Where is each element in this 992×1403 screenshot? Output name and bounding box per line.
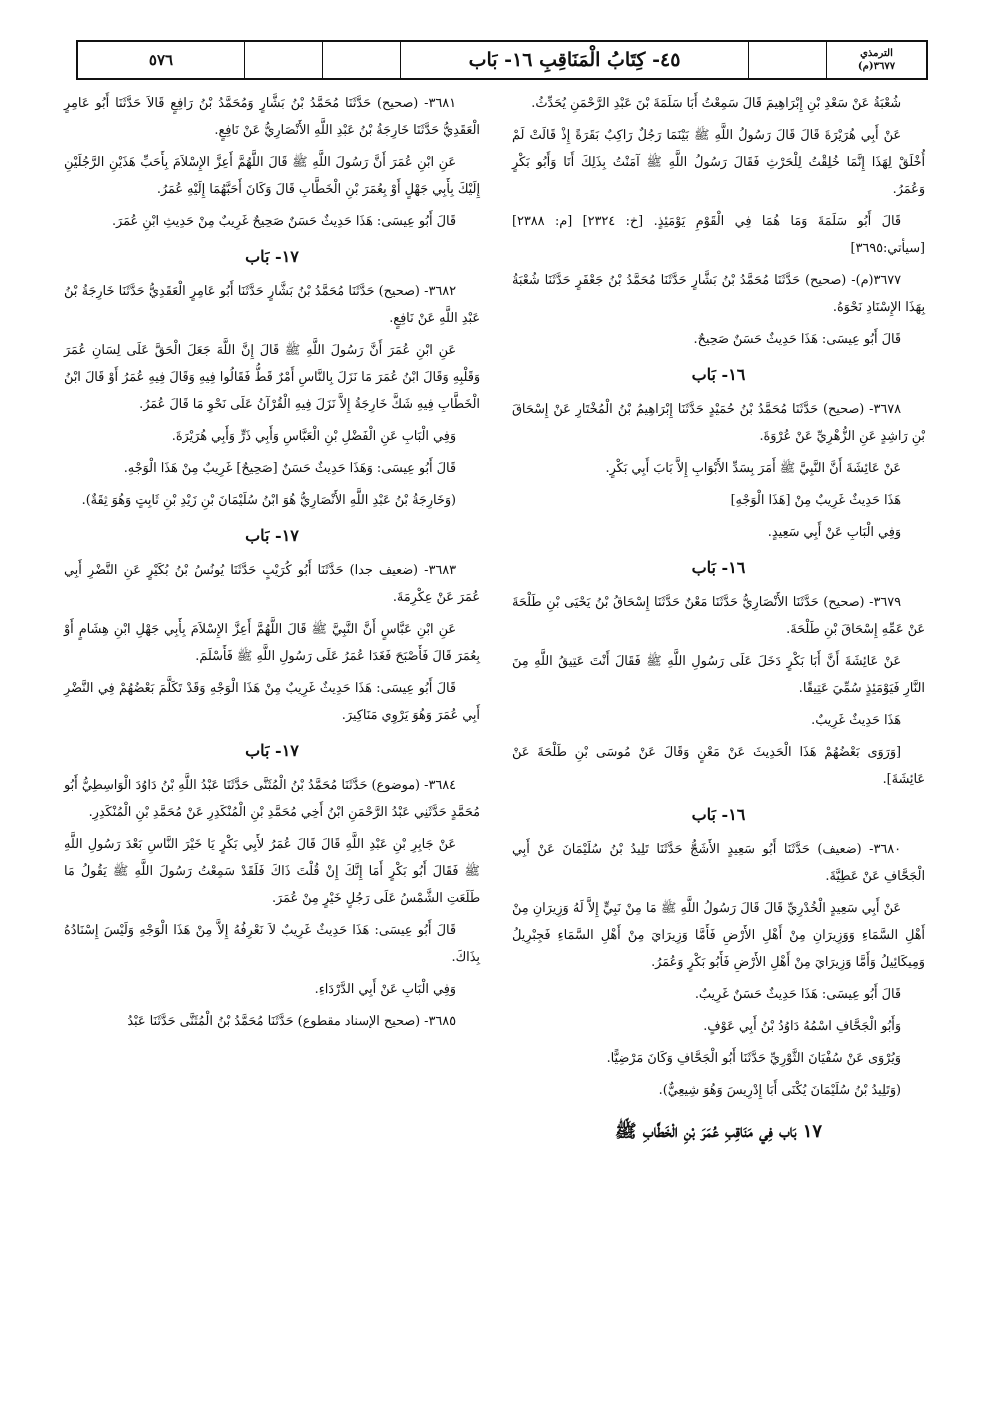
text-paragraph: ٣٦٨٠- (ضعيف) حَدَّثَنَا أَبُو سَعِيدٍ الأَشَجُّ حَدَّثَنَا تَلِيدُ بْنُ سُلَيْمَانَ عَنْ أَبِي الْجَحَّافِ عَنْ عَطِيَّةَ. xyxy=(512,842,925,884)
section-heading: ١٦- بَاب xyxy=(691,558,746,577)
text-paragraph: ٣٦٨٣- (ضعيف جدا) حَدَّثَنَا أَبُو كُرَيْبٍ حَدَّثَنَا يُونُسُ بْنُ بُكَيْرٍ عَنِ النَّضْرِ أَبِي عُمَرَ عَنْ عِكْرِمَةَ. xyxy=(64,563,480,605)
text-paragraph: عَنِ ابْنِ عُمَرَ أَنَّ رَسُولَ اللَّهِ ﷺ قَالَ اللَّهُمَّ أَعِزَّ الإِسْلاَمَ بِأَحَبِّ هَذَيْنِ الرَّجُلَيْنِ إِلَيْكَ بِأَبِي جَهْلٍ أَوْ بِعُمَرَ بْنِ الْخَطَّابِ قَالَ وَكَانَ أَحَبَّهُمَا إِلَيْهِ عُمَرُ. xyxy=(64,155,480,197)
text-paragraph: ٣٦٨١- (صحيح) حَدَّثَنَا مُحَمَّدُ بْنُ بَشَّارٍ وَمُحَمَّدُ بْنُ رَافِعٍ قَالاَ حَدَّثَنَا أَبُو عَامِرٍ الْعَقَدِيُّ حَدَّثَنَا خَارِجَةُ بْنُ عَبْدِ اللَّهِ الأَنْصَارِيُّ عَنْ نَافِعٍ. xyxy=(64,96,480,138)
text-paragraph: ٣٦٧٧(م)- (صحيح) حَدَّثَنَا مُحَمَّدُ بْنُ بَشَّارٍ حَدَّثَنَا مُحَمَّدُ بْنُ جَعْفَرٍ حَدَّثَنَا شُعْبَةُ بِهَذَا الإِسْنَادِ نَحْوَهُ. xyxy=(512,273,925,315)
chapter-title: ٤٥- كِتَابُ الْمَنَاقِبِ ١٦- بَاب xyxy=(400,42,748,78)
header-empty-cell xyxy=(748,42,826,78)
text-paragraph: شُعْبَةُ عَنْ سَعْدِ بْنِ إِبْرَاهِيمَ قَالَ سَمِعْتُ أَبَا سَلَمَةَ بْنَ عَبْدِ الرَّحْمَنِ يُحَدِّثُ. xyxy=(531,96,901,111)
text-paragraph: عَنْ عَائِشَةَ أَنَّ النَّبِيَّ ﷺ أَمَرَ بِسَدِّ الأَبْوَابِ إِلاَّ بَابَ أَبِي بَكْرٍ. xyxy=(605,461,901,476)
page-number: ٥٧٦ xyxy=(148,51,174,69)
text-paragraph: [وَرَوَى بَعْضُهُمْ هَذَا الْحَدِيثَ عَنْ مَعْنٍ وَقَالَ عَنْ مُوسَى بْنِ طَلْحَةَ عَنْ عَائِشَةَ]. xyxy=(512,745,925,787)
text-paragraph: هَذَا حَدِيثٌ غَرِيبٌ مِنْ [هَذَا الْوَجْهِ] xyxy=(730,493,901,508)
text-paragraph: عَنْ عَائِشَةَ أَنَّ أَبَا بَكْرٍ دَخَلَ عَلَى رَسُولِ اللَّهِ ﷺ فَقَالَ أَنْتَ عَتِيقُ اللَّهِ مِنَ النَّارِ فَيَوْمَئِذٍ سُمِّيَ عَتِيقًا. xyxy=(512,654,925,696)
header-empty-cell xyxy=(322,42,400,78)
left-text-column xyxy=(64,90,480,1380)
section-heading: ١٧- بَاب xyxy=(245,526,299,545)
text-paragraph: قَالَ أَبُو عِيسَى: هَذَا حَدِيثٌ حَسَنٌ غَرِيبٌ. xyxy=(694,987,901,1002)
text-paragraph: (وَخَارِجَةُ بْنُ عَبْدِ اللَّهِ الأَنْصَارِيُّ هُوَ ابْنُ سُلَيْمَانَ بْنِ زَيْدِ بْنِ ثَابِتٍ وَهُوَ ثِقَةٌ). xyxy=(81,493,456,508)
text-paragraph: عَنْ أَبِي هُرَيْرَةَ قَالَ قَالَ رَسُولُ اللَّهِ ﷺ بَيْنَمَا رَجُلٌ رَاكِبٌ بَقَرَةً إِذْ قَالَتْ لَمْ أُخْلَقْ لِهَذَا إِنَّمَا خُلِقْتُ لِلْحَرْثِ فَقَالَ رَسُولُ اللَّهِ ﷺ آمَنْتُ بِذَلِكَ أَنَا وَأَبُو بَكْرٍ وَعُمَرُ. xyxy=(512,128,925,197)
text-paragraph: قَالَ أَبُو سَلَمَةَ وَمَا هُمَا فِي الْقَوْمِ يَوْمَئِذٍ. [خ: ٢٣٢٤] [م: ٢٣٨٨] [سيأتي:٣٦٩٥] xyxy=(512,214,925,256)
text-paragraph: ٣٦٧٩- (صحيح) حَدَّثَنَا الأَنْصَارِيُّ حَدَّثَنَا مَعْنٌ حَدَّثَنَا إِسْحَاقُ بْنُ يَحْيَى بْنِ طَلْحَةَ عَنْ عَمِّهِ إِسْحَاقَ بْنِ طَلْحَةَ. xyxy=(512,595,925,637)
text-paragraph: قَالَ أَبُو عِيسَى: وَهَذَا حَدِيثٌ حَسَنٌ [صَحِيحٌ] غَرِيبٌ مِنْ هَذَا الْوَجْهِ. xyxy=(123,461,456,476)
text-paragraph: قَالَ أَبُو عِيسَى: هَذَا حَدِيثٌ حَسَنٌ صَحِيحٌ غَرِيبٌ مِنْ حَدِيثِ ابْنِ عُمَرَ. xyxy=(111,214,456,229)
text-paragraph: وَأَبُو الْجَحَّافِ اسْمُهُ دَاوُدُ بْنُ أَبِي عَوْفٍ. xyxy=(703,1019,901,1034)
text-paragraph: هَذَا حَدِيثٌ غَرِيبٌ. xyxy=(811,713,901,728)
text-paragraph: عَنْ جَابِرِ بْنِ عَبْدِ اللَّهِ قَالَ قَالَ عُمَرُ لأَبِي بَكْرٍ يَا خَيْرَ النَّاسِ بَعْدَ رَسُولِ اللَّهِ ﷺ فَقَالَ أَبُو بَكْرٍ أَمَا إِنَّكَ إِنْ قُلْتَ ذَاكَ فَلَقَدْ سَمِعْتُ رَسُولَ اللَّهِ ﷺ يَقُولُ مَا طَلَعَتِ الشَّمْسُ عَلَى رَجُلٍ خَيْرٍ مِنْ عُمَرَ. xyxy=(64,837,480,906)
text-paragraph: عَنِ ابْنِ عَبَّاسٍ أَنَّ النَّبِيَّ ﷺ قَالَ اللَّهُمَّ أَعِزَّ الإِسْلاَمَ بِأَبِي جَهْلِ ابْنِ هِشَامٍ أَوْ بِعُمَرَ قَالَ فَأَصْبَحَ فَغَدَا عُمَرُ عَلَى رَسُولِ اللَّهِ ﷺ فَأَسْلَمَ. xyxy=(64,622,480,664)
section-heading: ١٧- بَاب xyxy=(245,741,299,760)
header-empty-cell xyxy=(244,42,322,78)
text-paragraph: وَفِي الْبَابِ عَنِ الْفَضْلِ بْنِ الْعَبَّاسِ وَأَبِي ذَرٍّ وَأَبِي هُرَيْرَةَ. xyxy=(171,429,456,444)
hadith-reference xyxy=(826,42,926,78)
section-heading: ١٧- بَاب xyxy=(245,247,299,266)
hadith-range: ٣٦٧٧(م) xyxy=(857,61,896,72)
book-name: الترمذي xyxy=(860,48,893,59)
text-paragraph: (وَتَلِيدُ بْنُ سُلَيْمَانَ يُكْنَى أَبَا إِدْرِيسَ وَهُوَ شِيعِيٌّ). xyxy=(658,1083,901,1098)
text-paragraph: قَالَ أَبُو عِيسَى: هَذَا حَدِيثٌ غَرِيبٌ لاَ نَعْرِفُهُ إِلاَّ مِنْ هَذَا الْوَجْهِ وَلَيْسَ إِسْنَادُهُ بِذَاكَ. xyxy=(64,923,480,965)
text-paragraph: ٣٦٨٥- (صحيح الإسناد مقطوع) حَدَّثَنَا مُحَمَّدُ بْنُ الْمُثَنَّى حَدَّثَنَا عَبْدُ xyxy=(127,1014,456,1029)
right-text-column xyxy=(512,90,925,1380)
text-paragraph: ٣٦٧٨- (صحيح) حَدَّثَنَا مُحَمَّدُ بْنُ حُمَيْدٍ حَدَّثَنَا إِبْرَاهِيمُ بْنُ الْمُخْتَارِ عَنْ إِسْحَاقَ بْنِ رَاشِدٍ عَنِ الزُّهْرِيِّ عَنْ عُرْوَةَ. xyxy=(512,402,925,444)
text-paragraph: عَنْ أَبِي سَعِيدٍ الْخُدْرِيِّ قَالَ قَالَ رَسُولُ اللَّهِ ﷺ مَا مِنْ نَبِيٍّ إِلاَّ لَهُ وَزِيرَانِ مِنْ أَهْلِ السَّمَاءِ وَوَزِيرَانِ مِنْ أَهْلِ الأَرْضِ فَأَمَّا وَزِيرَايَ مِنْ أَهْلِ السَّمَاءِ فَجِبْرِيلُ وَمِيكَائِيلُ وَأَمَّا وَزِيرَايَ مِنْ أَهْلِ الأَرْضِ فَأَبُو بَكْرٍ وَعُمَرُ. xyxy=(512,901,925,970)
text-paragraph: عَنِ ابْنِ عُمَرَ أَنَّ رَسُولَ اللَّهِ ﷺ قَالَ إِنَّ اللَّهَ جَعَلَ الْحَقَّ عَلَى لِسَانِ عُمَرَ وَقَلْبِهِ وَقَالَ ابْنُ عُمَرَ مَا نَزَلَ بِالنَّاسِ أَمْرٌ قَطُّ فَقَالُوا فِيهِ وَقَالَ فِيهِ عُمَرُ أَوْ قَالَ ابْنُ الْخَطَّابِ فِيهِ شَكَّ خَارِجَةُ إِلاَّ نَزَلَ فِيهِ الْقُرْآنُ عَلَى نَحْوِ مَا قَالَ عُمَرُ. xyxy=(64,343,480,412)
text-paragraph: ٣٦٨٢- (صحيح) حَدَّثَنَا مُحَمَّدُ بْنُ بَشَّارٍ حَدَّثَنَا أَبُو عَامِرٍ الْعَقَدِيُّ حَدَّثَنَا خَارِجَةُ بْنُ عَبْدِ اللَّهِ عَنْ نَافِعٍ. xyxy=(64,284,480,326)
text-paragraph: وَيُرْوَى عَنْ سُفْيَانَ الثَّوْرِيِّ حَدَّثَنَا أَبُو الْجَحَّافِ وَكَانَ مَرْضِيًّا. xyxy=(606,1051,901,1066)
chapter-heading: ١٧ بَاب فِي مَنَاقِبِ عُمَرَ بْنِ الْخَطَّابِ ﷺ xyxy=(614,1121,823,1142)
text-paragraph: وَفِي الْبَابِ عَنْ أَبِي سَعِيدٍ. xyxy=(767,525,901,540)
page-header xyxy=(76,40,928,80)
section-heading: ١٦- بَاب xyxy=(691,805,746,824)
text-paragraph: وَفِي الْبَابِ عَنْ أَبِي الدَّرْدَاءِ. xyxy=(314,982,456,997)
text-paragraph: قَالَ أَبُو عِيسَى: هَذَا حَدِيثٌ غَرِيبٌ مِنْ هَذَا الْوَجْهِ وَقَدْ تَكَلَّمَ بَعْضُهُمْ فِي النَّضْرِ أَبِي عُمَرَ وَهُوَ يَرْوِي مَنَاكِيرَ. xyxy=(64,681,480,723)
text-paragraph: قَالَ أَبُو عِيسَى: هَذَا حَدِيثٌ حَسَنٌ صَحِيحٌ. xyxy=(693,332,901,347)
section-heading: ١٦- بَاب xyxy=(691,365,746,384)
text-paragraph: ٣٦٨٤- (موضوع) حَدَّثَنَا مُحَمَّدُ بْنُ الْمُثَنَّى حَدَّثَنَا عَبْدُ اللَّهِ بْنُ دَاوُدَ الْوَاسِطِيُّ أَبُو مُحَمَّدٍ حَدَّثَنِي عَبْدُ الرَّحْمَنِ ابْنُ أَخِي مُحَمَّدِ بْنِ الْمُنْكَدِرِ عَنْ مُحَمَّدِ بْنِ الْمُنْكَدِرِ. xyxy=(64,778,480,820)
